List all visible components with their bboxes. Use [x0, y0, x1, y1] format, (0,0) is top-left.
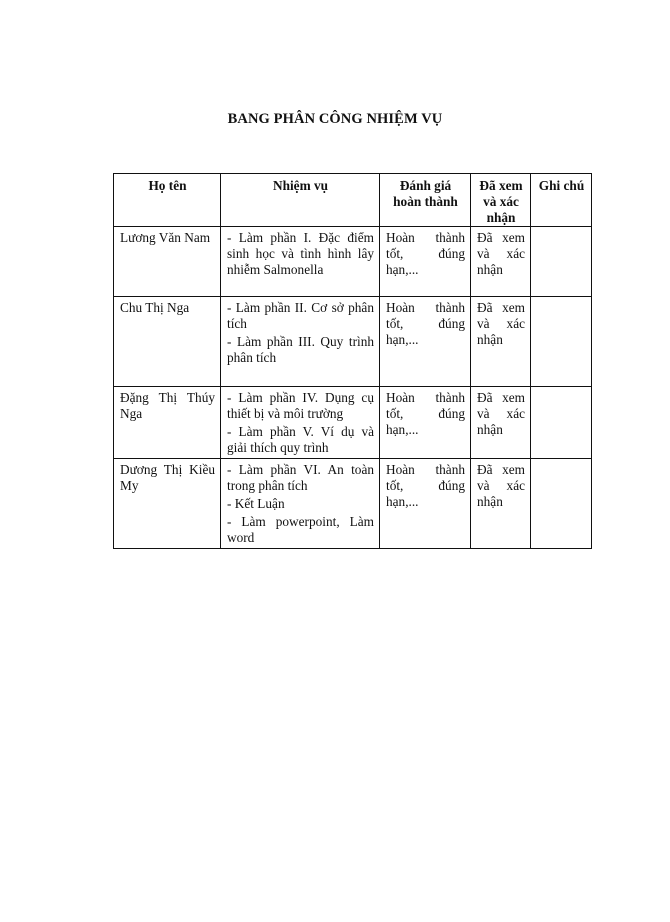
task-item: - Làm phần V. Ví dụ và giải thích quy trình	[227, 424, 374, 455]
evaluation-text: Hoàn thành	[386, 230, 465, 245]
task-cell	[221, 297, 380, 387]
task-item: - Làm phần I. Đặc điểm sinh học và tình hình lây nhiễm Salmonella	[227, 230, 374, 277]
task-cell	[221, 459, 380, 549]
table-row	[114, 387, 592, 459]
task-item: - Làm phần II. Cơ sở phân tích	[227, 300, 374, 331]
confirmation-text: nhận	[477, 262, 503, 277]
confirmation-cell	[471, 459, 531, 549]
confirmation-text: và xác	[477, 478, 525, 493]
header-confirmation: Đã xem và xác nhận	[471, 174, 531, 227]
table-row	[114, 227, 592, 297]
confirmation-text: và xác	[477, 406, 525, 421]
evaluation-text: Hoàn thành	[386, 300, 465, 315]
confirmation-text: Đã xem	[477, 230, 525, 245]
evaluation-cell	[380, 459, 471, 549]
task-cell	[221, 227, 380, 297]
page-title: BANG PHÂN CÔNG NHIỆM VỤ	[227, 111, 443, 127]
evaluation-cell	[380, 387, 471, 459]
member-name: Đặng Thị Thúy Nga	[114, 387, 221, 459]
header-name: Họ tên	[114, 174, 221, 227]
header-notes: Ghi chú	[531, 174, 592, 227]
confirmation-text: Đã xem	[477, 462, 525, 477]
task-item: - Làm phần IV. Dụng cụ thiết bị và môi trường	[227, 390, 374, 421]
header-task: Nhiệm vụ	[221, 174, 380, 227]
confirmation-text: Đã xem	[477, 300, 525, 315]
notes-cell	[531, 387, 592, 459]
notes-cell	[531, 227, 592, 297]
notes-cell	[531, 297, 592, 387]
member-name: Chu Thị Nga	[114, 297, 221, 387]
table-row	[114, 297, 592, 387]
evaluation-text: tốt, đúng	[386, 478, 465, 493]
member-name: Lương Văn Nam	[114, 227, 221, 297]
task-item: - Làm phần III. Quy trình phân tích	[227, 334, 374, 365]
evaluation-text: tốt, đúng	[386, 246, 465, 261]
confirmation-text: nhận	[477, 494, 503, 509]
evaluation-text: tốt, đúng	[386, 406, 465, 421]
confirmation-cell	[471, 227, 531, 297]
task-item: - Làm phần VI. An toàn trong phân tích	[227, 462, 374, 493]
evaluation-text: hạn,...	[386, 422, 419, 437]
task-item: - Kết Luận	[227, 496, 285, 511]
table-row	[114, 459, 592, 549]
confirmation-text: nhận	[477, 332, 503, 347]
confirmation-cell	[471, 297, 531, 387]
member-name: Dương Thị Kiều My	[114, 459, 221, 549]
task-cell	[221, 387, 380, 459]
task-item: - Làm powerpoint, Làm word	[227, 514, 374, 545]
evaluation-text: Hoàn thành	[386, 462, 465, 477]
evaluation-text: tốt, đúng	[386, 316, 465, 331]
evaluation-text: hạn,...	[386, 494, 419, 509]
confirmation-cell	[471, 387, 531, 459]
notes-cell	[531, 459, 592, 549]
confirmation-text: Đã xem	[477, 390, 525, 405]
evaluation-text: hạn,...	[386, 262, 419, 277]
header-evaluation: Đánh giá hoàn thành	[380, 174, 471, 227]
confirmation-text: và xác	[477, 316, 525, 331]
table-header-row	[114, 174, 592, 227]
evaluation-text: Hoàn thành	[386, 390, 465, 405]
evaluation-cell	[380, 297, 471, 387]
evaluation-cell	[380, 227, 471, 297]
confirmation-text: và xác	[477, 246, 525, 261]
confirmation-text: nhận	[477, 422, 503, 437]
evaluation-text: hạn,...	[386, 332, 419, 347]
assignment-table	[113, 173, 592, 549]
